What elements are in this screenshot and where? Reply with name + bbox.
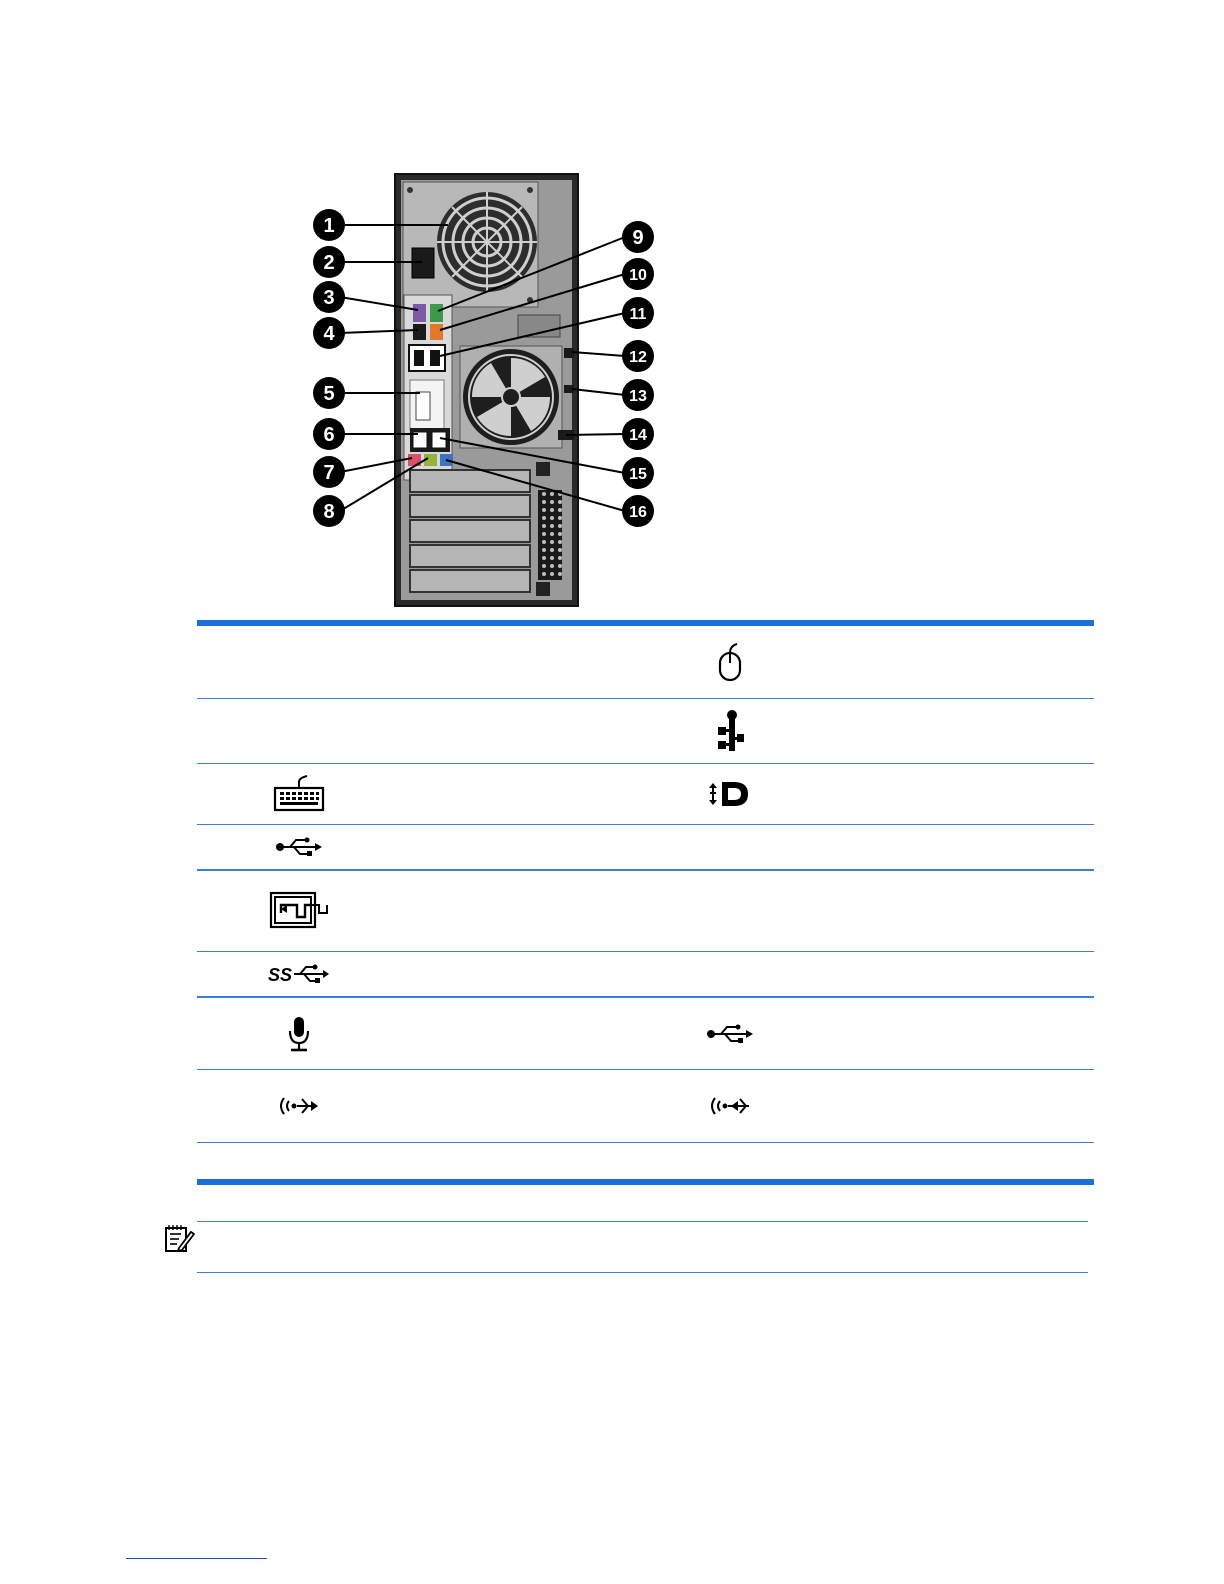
callout-14 <box>622 418 654 450</box>
callout-8 <box>313 495 345 527</box>
table-cell <box>259 1070 339 1142</box>
table-row <box>197 1070 1094 1143</box>
system-fan <box>460 346 562 448</box>
table-cell <box>259 825 339 869</box>
callout-2-label: 2 <box>323 252 335 274</box>
note-rule-top <box>197 1221 1088 1222</box>
callout-1 <box>313 209 345 241</box>
callout-11 <box>622 297 654 329</box>
callout-16-label: 16 <box>629 504 647 521</box>
serial-port-icon <box>269 891 329 931</box>
callout-12-label: 12 <box>629 349 647 366</box>
callout-2 <box>313 246 345 278</box>
table-row <box>197 764 1094 825</box>
footnote-rule <box>126 1558 267 1559</box>
mouse-icon <box>717 642 743 682</box>
network-icon <box>715 709 745 753</box>
table-row <box>197 825 1094 871</box>
callout-10 <box>622 258 654 290</box>
callout-5-label: 5 <box>323 383 335 405</box>
callout-1-label: 1 <box>323 215 335 237</box>
callout-8-label: 8 <box>323 501 335 523</box>
callout-10-label: 10 <box>629 267 647 284</box>
callout-13 <box>622 379 654 411</box>
callout-3-label: 3 <box>323 287 335 309</box>
connector-table <box>197 620 1094 1185</box>
usb-icon <box>706 1022 754 1046</box>
callout-5 <box>313 377 345 409</box>
note-rule-bottom <box>197 1272 1088 1273</box>
table-cell <box>259 871 339 951</box>
callout-15 <box>622 457 654 489</box>
table-row <box>197 871 1094 952</box>
table-row <box>197 1143 1094 1179</box>
note-block <box>163 1220 1088 1276</box>
callout-9-label: 9 <box>632 227 644 249</box>
audio-line-in-icon <box>709 1094 751 1118</box>
callout-12 <box>622 340 654 372</box>
callout-13-label: 13 <box>629 388 647 405</box>
callout-6 <box>313 418 345 450</box>
table-cell <box>259 764 339 824</box>
svg-text:SS: SS <box>268 965 293 985</box>
callout-4 <box>313 317 345 349</box>
callout-4-label: 4 <box>323 323 335 345</box>
table-bottom-rule <box>197 1179 1094 1185</box>
displayport-icon <box>708 779 752 809</box>
table-row <box>197 952 1094 998</box>
table-cell <box>690 626 770 698</box>
rear-panel-figure <box>300 170 670 610</box>
callout-14-label: 14 <box>629 427 647 444</box>
callout-11-label: 11 <box>629 306 647 323</box>
table-cell <box>259 998 339 1069</box>
microphone-icon <box>286 1015 312 1053</box>
table-cell <box>690 699 770 763</box>
usb-icon <box>275 835 323 859</box>
callout-9 <box>622 221 654 253</box>
usb3-superspeed-icon <box>268 962 330 986</box>
audio-line-out-icon <box>278 1094 320 1118</box>
table-row <box>197 626 1094 699</box>
callout-16 <box>622 495 654 527</box>
callout-7-label: 7 <box>323 462 335 484</box>
callout-3 <box>313 281 345 313</box>
table-row <box>197 998 1094 1070</box>
note-icon <box>163 1224 195 1254</box>
callout-7 <box>313 456 345 488</box>
keyboard-icon <box>273 774 325 814</box>
io-panel <box>404 295 453 480</box>
table-cell <box>690 764 770 824</box>
callout-6-label: 6 <box>323 424 335 446</box>
table-cell <box>690 998 770 1069</box>
table-cell <box>690 1070 770 1142</box>
table-row <box>197 699 1094 764</box>
table-cell <box>259 952 339 996</box>
callout-15-label: 15 <box>629 466 647 483</box>
